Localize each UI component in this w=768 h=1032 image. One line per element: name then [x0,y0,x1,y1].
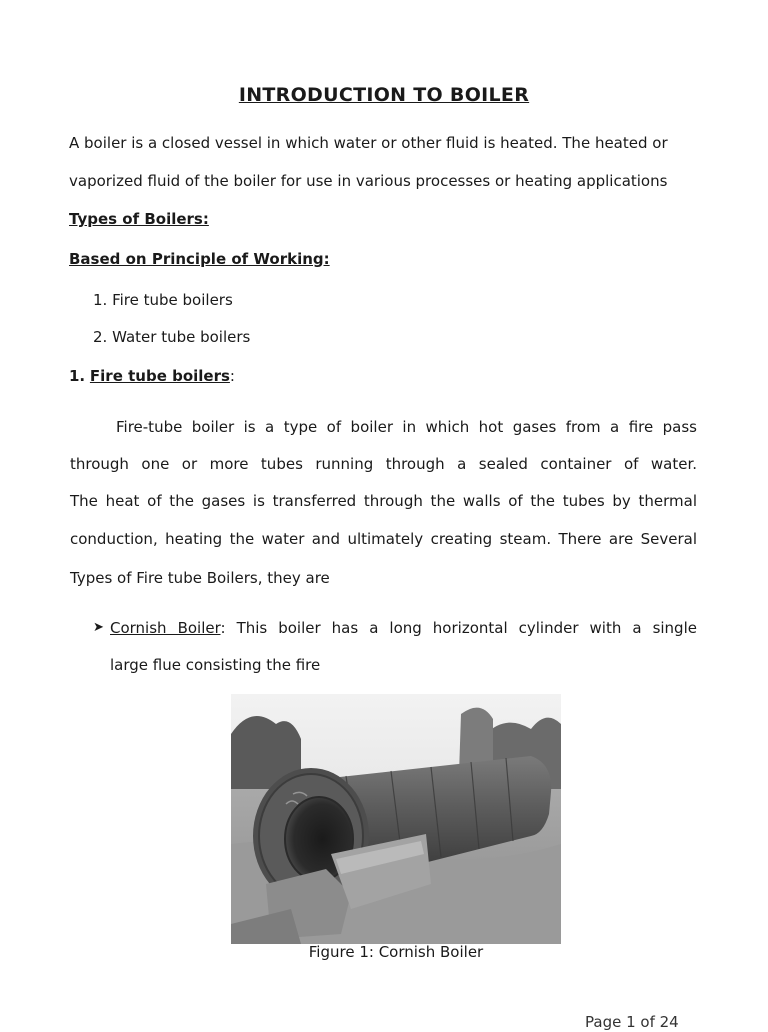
cornish-boiler-image [231,694,561,944]
page-number-footer: Page 1 of 24 [585,1013,679,1031]
list-item [93,327,250,347]
document-title: INTRODUCTION TO BOILER [238,84,530,106]
list-number: 1. [93,291,108,309]
section-heading [69,366,235,386]
paragraph-line-1: Fire-tube boiler is a type of boiler in which hot gases from a fire pass [116,418,697,436]
bullet-line-1 [110,618,697,638]
paragraph-line-5: Types of Fire tube Boilers, they are [70,569,330,587]
paragraph-line-3: The heat of the gases is transferred through the walls of the tubes by thermal [70,492,697,510]
list-text: Water tube boilers [112,328,251,346]
bullet-label: Cornish Boiler [110,619,221,637]
bullet-line-1-text: : This boiler has a long horizontal cylinder with a single [220,619,697,637]
principle-heading: Based on Principle of Working: [69,250,330,268]
bullet-line-2: large flue consisting the fire [110,656,321,674]
figure-caption: Figure 1: Cornish Boiler [308,943,484,961]
cornish-boiler-photo [231,694,561,944]
intro-line-2: vaporized fluid of the boiler for use in various processes or heating applications [69,172,668,190]
list-text: Fire tube boilers [112,291,233,309]
list-item [93,290,233,310]
section-title: Fire tube boilers [89,367,230,385]
list-number: 2. [93,328,108,346]
section-number: 1. [69,367,86,385]
paragraph-line-4: conduction, heating the water and ultimately creating steam. There are Several [70,530,697,548]
types-heading: Types of Boilers: [69,210,209,228]
section-colon: : [229,367,235,385]
arrowhead-bullet-icon: ➤ [93,620,104,635]
intro-line-1: A boiler is a closed vessel in which water or other fluid is heated. The heated or [69,134,668,152]
paragraph-line-2: through one or more tubes running through a sealed container of water. [70,455,697,473]
